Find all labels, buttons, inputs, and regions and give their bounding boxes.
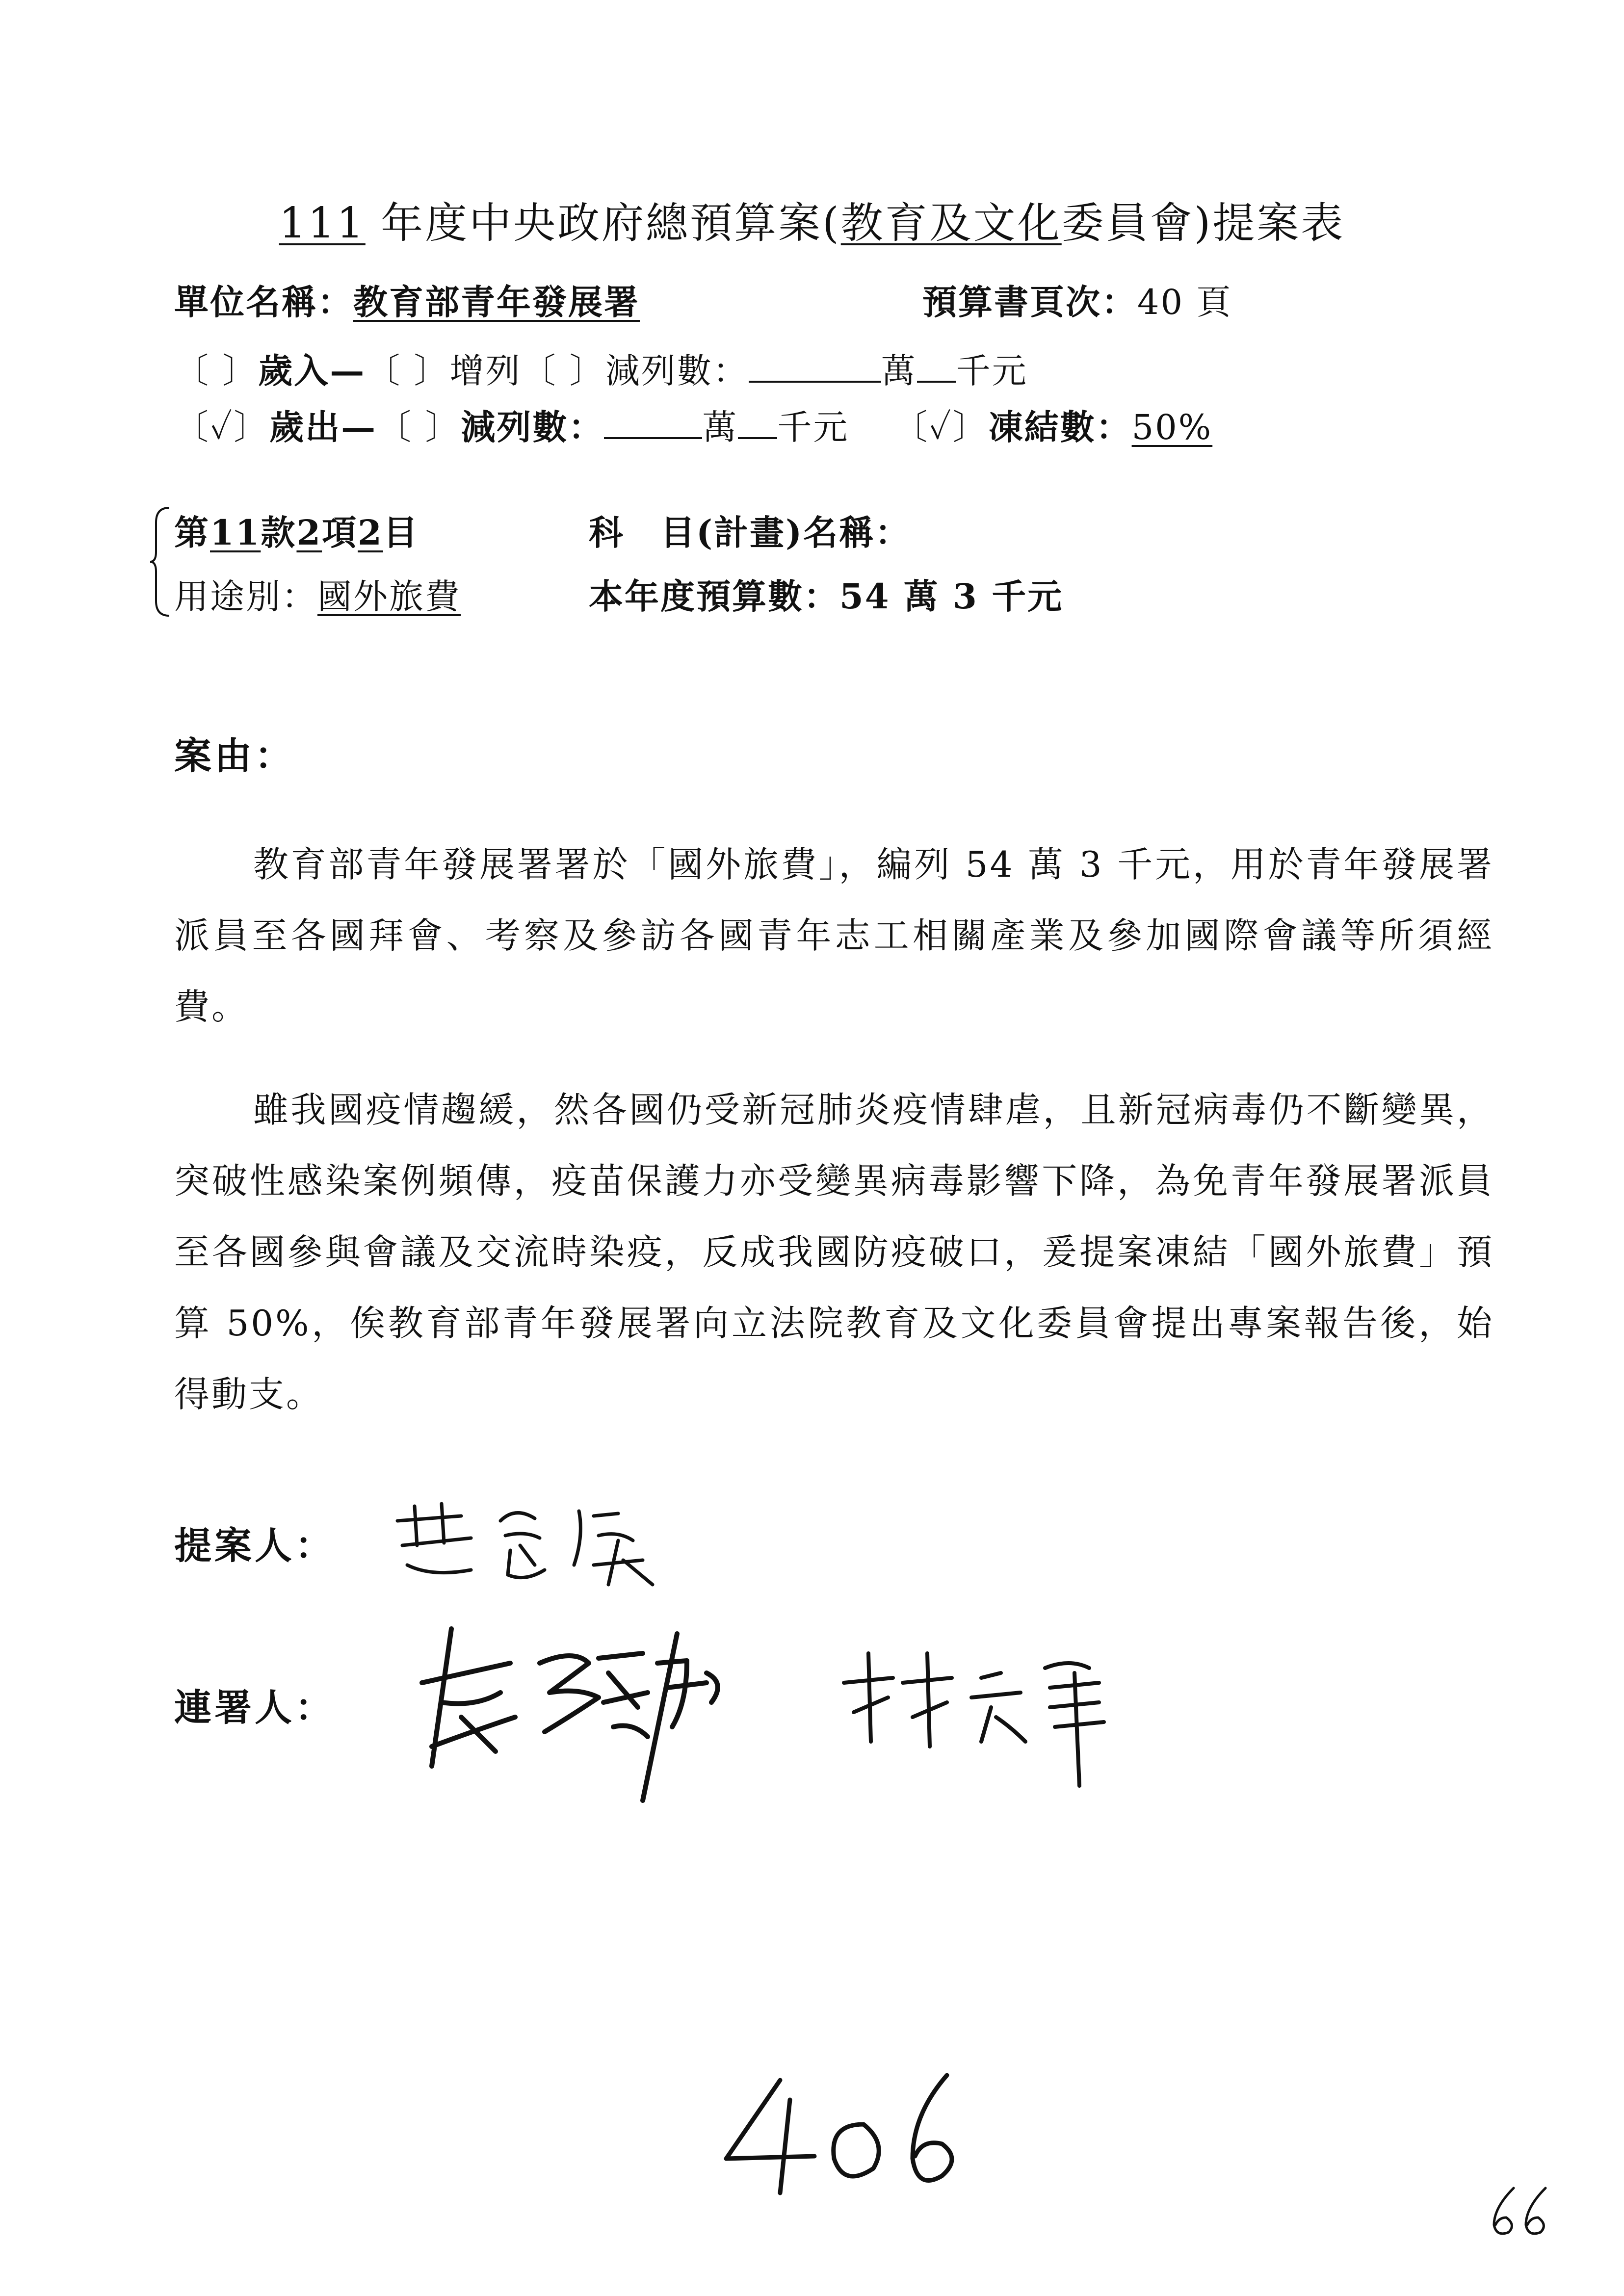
unit-value: 教育部青年發展署: [353, 282, 640, 322]
freeze-label: 凍結數：: [988, 407, 1132, 447]
usage-label: 用途別：: [174, 576, 317, 617]
cosigner-label: 連署人：: [174, 1686, 335, 1729]
cosigner-signature-2: [834, 1644, 1128, 1800]
page-ref-value: 40 頁: [1137, 282, 1232, 322]
handwritten-number: [716, 2070, 971, 2198]
mu-suffix: 目: [383, 512, 419, 553]
revenue-checkbox: 〔 〕: [174, 351, 259, 391]
expense-decrease-checkbox: 〔 〕: [377, 407, 461, 447]
subject-name: [589, 505, 911, 555]
revenue-increase-checkbox: 〔 〕: [366, 351, 450, 391]
page-ref-label: 預算書頁次：: [922, 282, 1137, 322]
unit-name: [174, 275, 640, 324]
expense-row: [174, 400, 1212, 449]
revenue-row: [174, 343, 1028, 393]
document-title: [0, 189, 1624, 250]
revenue-label: 歲入—: [258, 350, 366, 391]
kuan-suffix: 款: [261, 512, 297, 553]
usage-category: [174, 569, 461, 619]
revenue-wan-blank: [749, 351, 881, 383]
page-number: [1487, 2183, 1555, 2242]
item-classification: [174, 505, 419, 555]
revenue-decrease-label: 減列數：: [605, 351, 749, 391]
subject-label: 科 目(計畫)名稱：: [589, 512, 911, 553]
freeze-value: 50%: [1131, 407, 1213, 447]
paragraph-2-text: 雖我國疫情趨緩，然各國仍受新冠肺炎疫情肆虐，且新冠病毒仍不斷變異，突破性感染案例頻傳，疫苗保護力亦受變異病毒影響下降，為免青年發展署派員至各國參與會議及交流時染疫，反成我國防疫破口，爰提案凍結「國外旅費」預算 50%，俟教育部青年發展署向立法院教育及文化委員會提出專案報告後，始得動支。: [174, 1089, 1494, 1415]
expense-qian: 千元: [777, 407, 849, 447]
freeze-checkbox: 〔✓〕: [893, 407, 989, 447]
expense-wan: 萬: [702, 407, 738, 447]
revenue-increase-label: 增列: [449, 351, 522, 391]
xiang-number: 2: [296, 512, 322, 553]
title-post: 委員會)提案表: [1061, 199, 1345, 248]
reason-paragraph-2: [174, 1074, 1494, 1430]
expense-label: 歲出—: [269, 407, 377, 447]
reason-paragraph-1: [174, 829, 1494, 1043]
title-year: 111: [279, 199, 366, 248]
revenue-qian: 千元: [956, 351, 1028, 391]
cosigner-signature-1: [412, 1604, 746, 1810]
page-reference: [922, 275, 1232, 324]
kuan-number: 11: [210, 512, 261, 553]
revenue-qian-blank: [917, 351, 956, 383]
annual-budget: [589, 569, 1063, 619]
expense-decrease-label: 減列數：: [461, 407, 604, 447]
kuan-prefix: 第: [174, 512, 210, 553]
unit-label: 單位名稱：: [174, 282, 353, 322]
title-committee: 教育及文化: [840, 199, 1062, 248]
usage-value: 國外旅費: [317, 576, 461, 617]
item-brace: [147, 505, 177, 618]
expense-qian-blank: [738, 408, 777, 439]
xiang-suffix: 項: [322, 512, 358, 553]
title-pre: 年度中央政府總預算案(: [365, 199, 841, 248]
expense-wan-blank: [604, 408, 702, 439]
mu-number: 2: [358, 512, 383, 553]
budget-label: 本年度預算數：: [589, 576, 839, 617]
expense-checkbox: 〔✓〕: [174, 407, 270, 447]
paragraph-1-text: 教育部青年發展署署於「國外旅費」，編列 54 萬 3 千元，用於青年發展署派員至各國拜會、考察及參訪各國青年志工相關產業及參加國際會議等所須經費。: [174, 844, 1494, 1027]
revenue-wan: 萬: [881, 351, 917, 391]
proposer-label: 提案人：: [174, 1524, 335, 1567]
revenue-decrease-checkbox: 〔 〕: [521, 351, 605, 391]
budget-value: 54 萬 3 千元: [839, 576, 1064, 617]
reason-heading: 案由：: [174, 734, 295, 778]
proposer-signature: [388, 1491, 662, 1590]
